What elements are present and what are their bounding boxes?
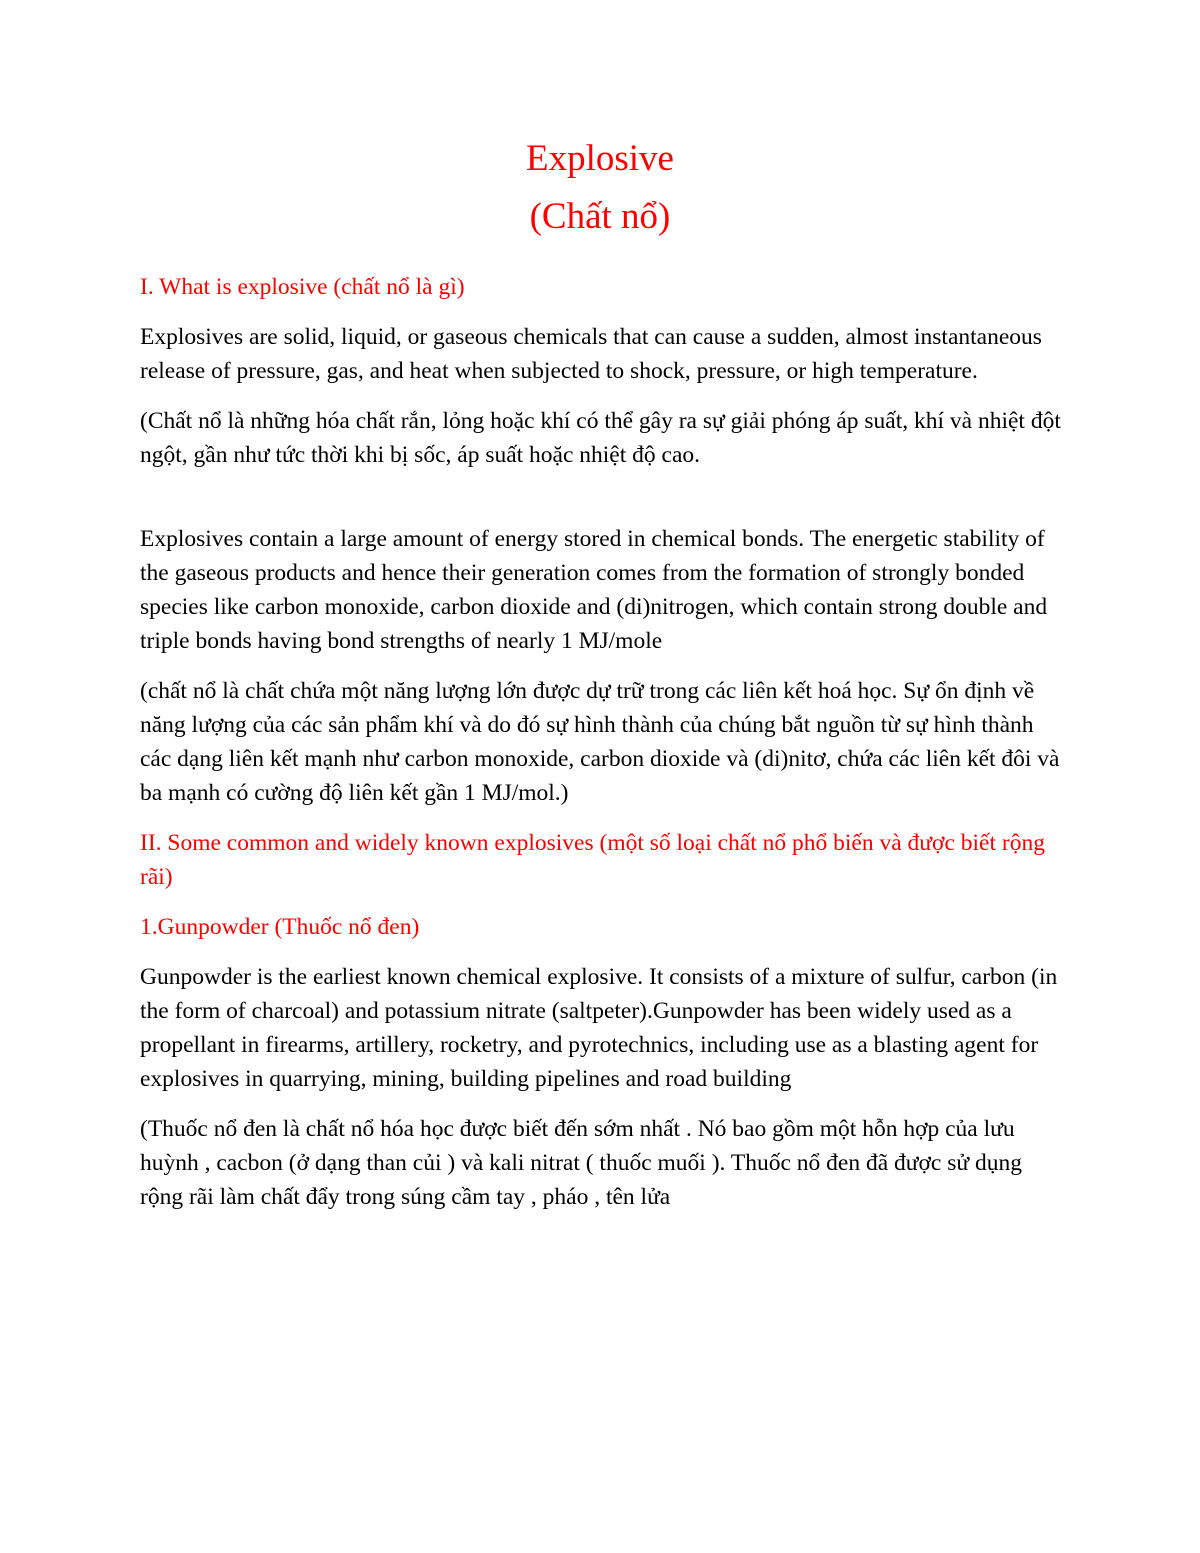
- blank-line: [140, 488, 1070, 522]
- paragraph-3-english: Gunpowder is the earliest known chemical explosive. It consists of a mixture of sulfur, carbon (in the form of charcoal) and potassium nitrate (saltpeter).Gunpowder has been widely used as a propellant in firearms, artillery, rocketry, and pyrotechnics, including use as a blasting agent for explosives in quarrying, mining, building pipelines and road building: [140, 964, 1058, 1092]
- section-1-heading: I. What is explosive (chất nổ là gì): [140, 274, 465, 300]
- section-2-heading: II. Some common and widely known explosives (một số loại chất nổ phổ biến và được biết rộng rãi): [140, 830, 1045, 890]
- document-body: [140, 270, 1070, 1230]
- paragraph-3-vietnamese: (Thuốc nổ đen là chất nổ hóa học được biết đến sớm nhất . Nó bao gồm một hỗn hợp của lưu huỳnh , cacbon (ở dạng than củi ) và kali nitrat ( thuốc muối ). Thuốc nổ đen đã được sử dụng rộng rãi làm chất đẩy trong súng cầm tay , pháo , tên lửa: [140, 1116, 1022, 1210]
- paragraph-2-english: Explosives contain a large amount of energy stored in chemical bonds. The energetic stability of the gaseous products and hence their generation comes from the formation of strongly bonded species like carbon monoxide, carbon dioxide and (di)nitrogen, which contain strong double and triple bonds having bond strengths of nearly 1 MJ/mole: [140, 526, 1048, 654]
- paragraph-2-vietnamese: (chất nổ là chất chứa một năng lượng lớn được dự trữ trong các liên kết hoá học. Sự ổn định về năng lượng của các sản phẩm khí và do đó sự hình thành của chúng bắt nguồn từ sự hình thành các dạng liên kết mạnh như carbon monoxide, carbon dioxide và (di)nitơ, chứa các liên kết đôi và ba mạnh có cường độ liên kết gần 1 MJ/mol.): [140, 678, 1060, 806]
- title-block: [0, 140, 1200, 235]
- paragraph-1-english: Explosives are solid, liquid, or gaseous chemicals that can cause a sudden, almost instantaneous release of pressure, gas, and heat when subjected to shock, pressure, or high temperature.: [140, 324, 1042, 384]
- paragraph-1-vietnamese: (Chất nổ là những hóa chất rắn, lỏng hoặc khí có thể gây ra sự giải phóng áp suất, khí và nhiệt đột ngột, gần như tức thời khi bị sốc, áp suất hoặc nhiệt độ cao.: [140, 408, 1061, 468]
- subsection-1-heading: 1.Gunpowder (Thuốc nổ đen): [140, 914, 420, 940]
- page-subtitle: (Chất nổ): [529, 196, 671, 237]
- page-title: Explosive: [526, 138, 674, 179]
